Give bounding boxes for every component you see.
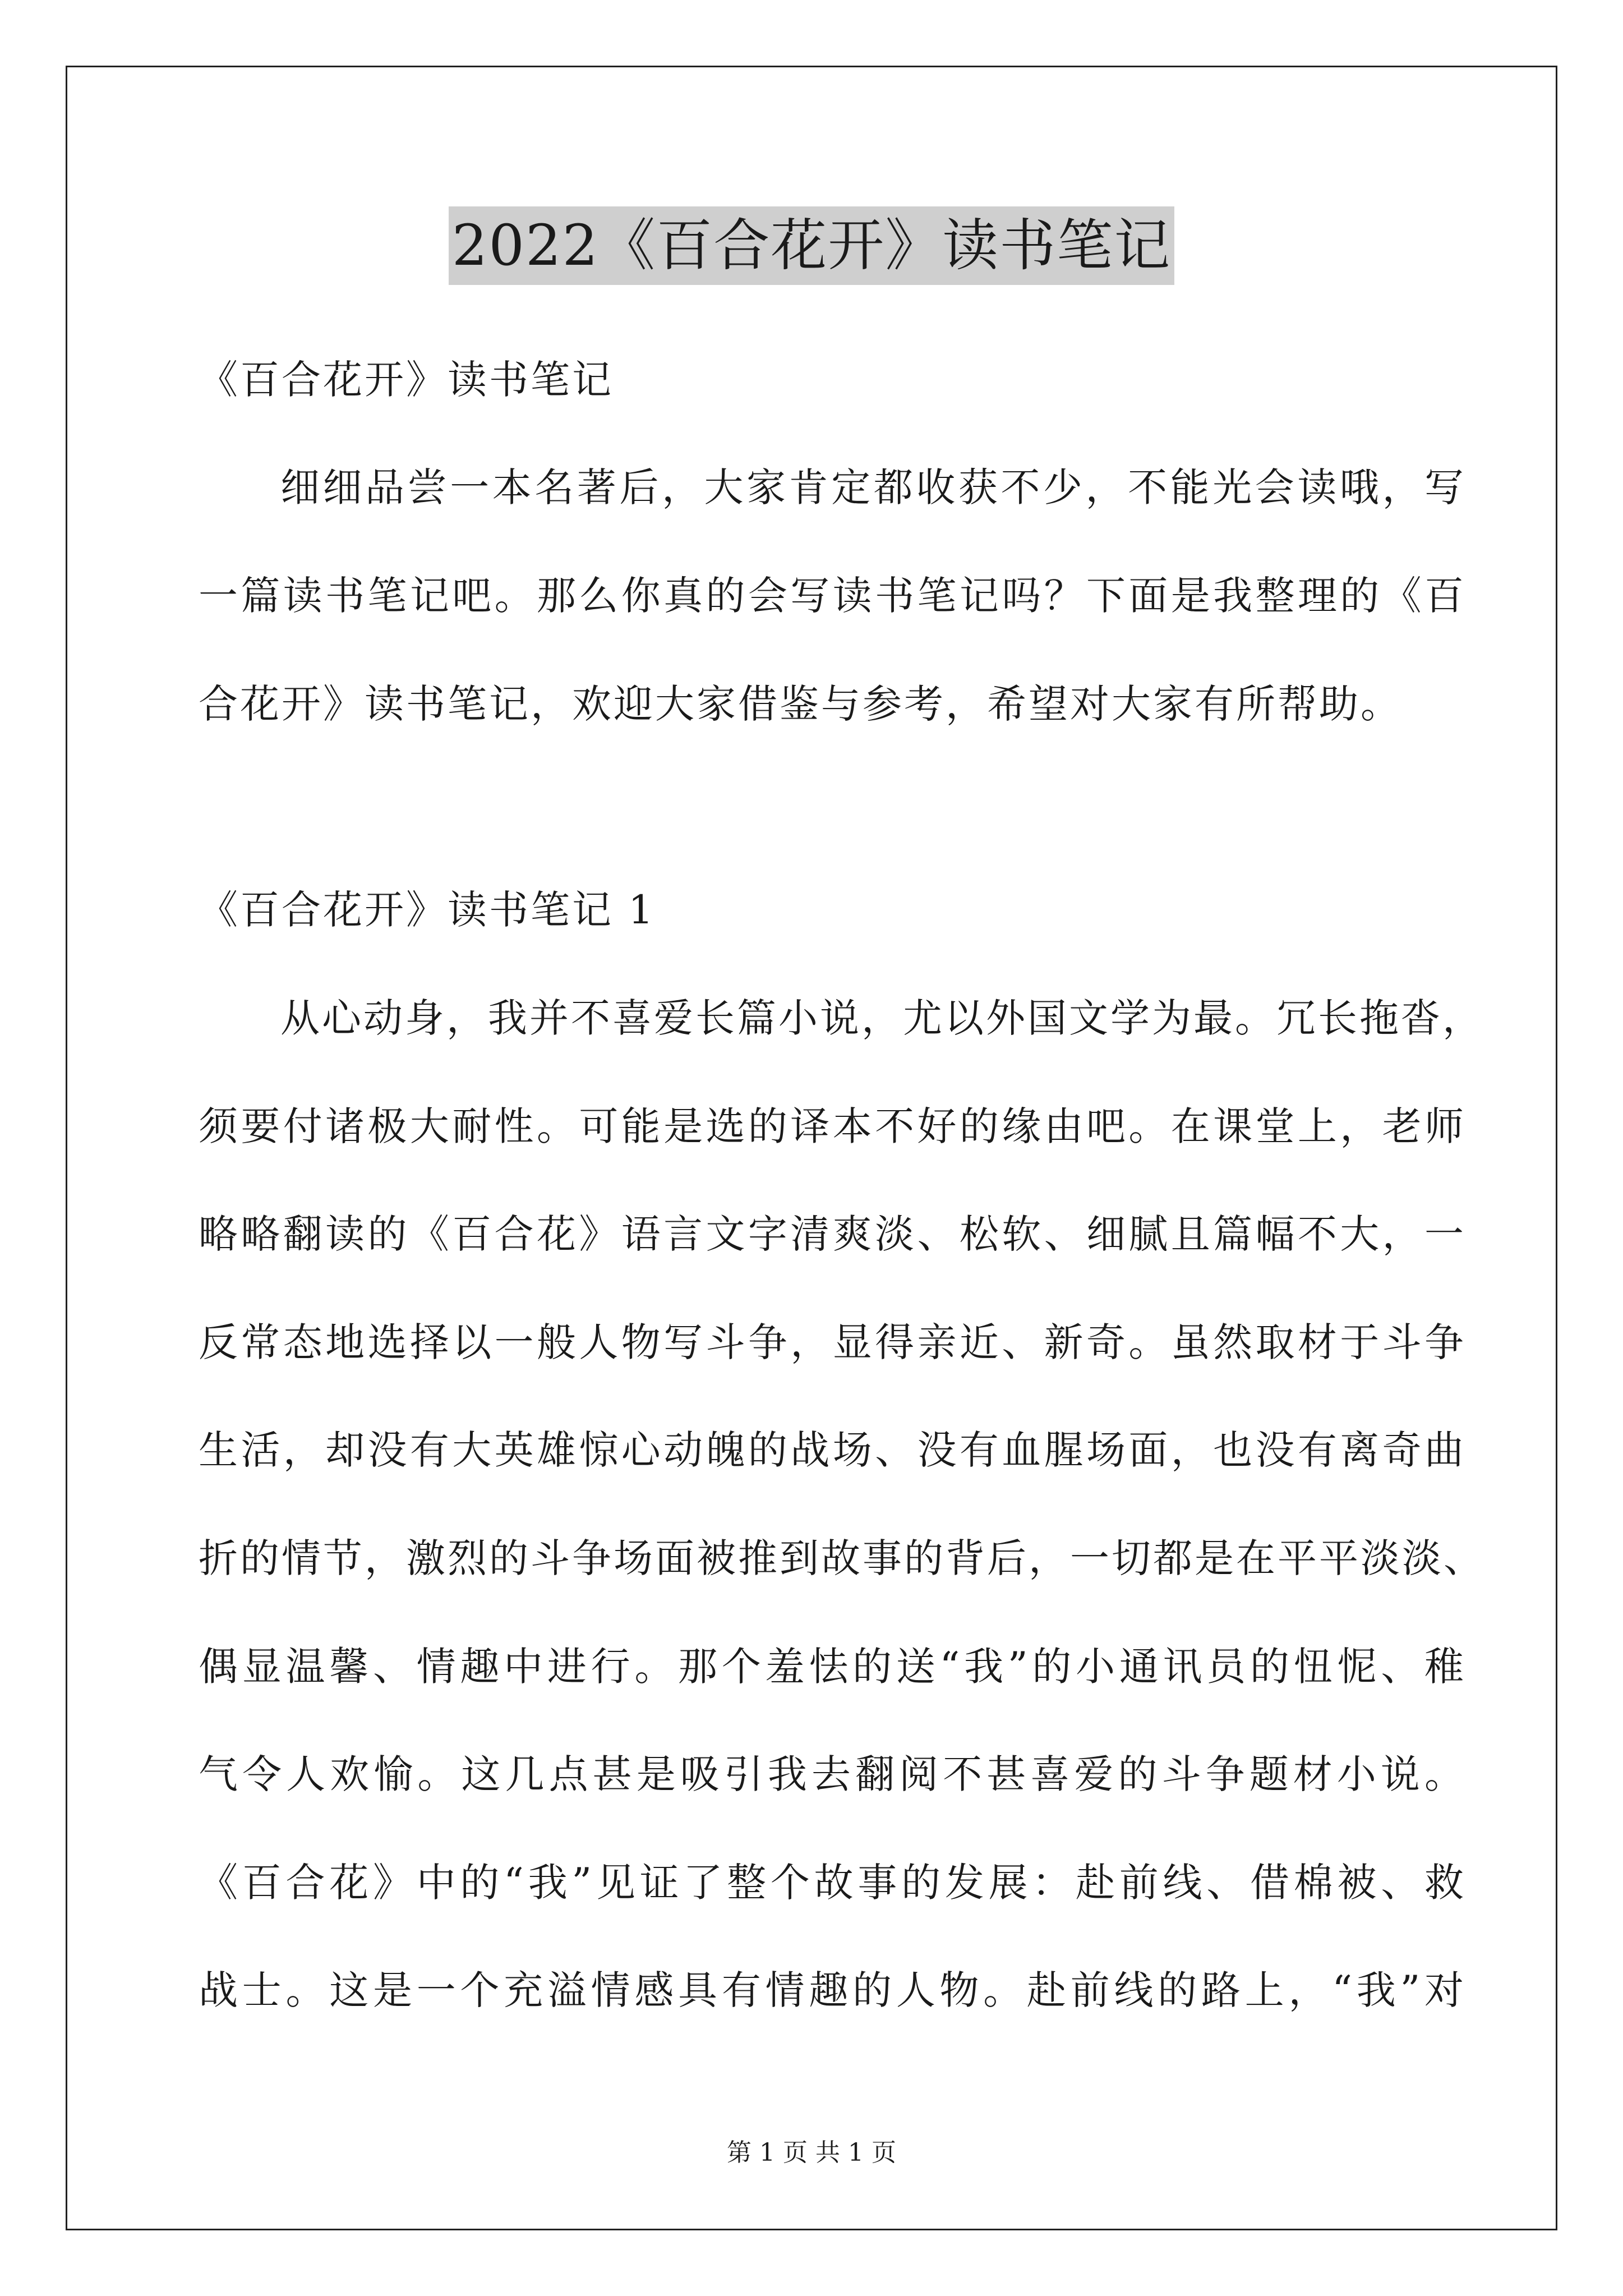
note1-line-9: 《百合花》中的“我”见证了整个故事的发展：赴前线、借棉被、救 <box>199 1860 1466 1906</box>
intro-line-1: 细细品尝一本名著后，大家肯定都收获不少，不能光会读哦，写 <box>280 464 1466 510</box>
note1-line-8: 气令人欢愉。这几点甚是吸引我去翻阅不甚喜爱的斗争题材小说。 <box>199 1751 1466 1797</box>
page-footer: 第 1 页 共 1 页 <box>727 2138 896 2167</box>
intro-line-2: 一篇读书笔记吧。那么你真的会写读书笔记吗？下面是我整理的《百 <box>199 573 1466 619</box>
note1-heading: 《百合花开》读书笔记 1 <box>199 887 656 933</box>
note1-line-6: 折的情节，激烈的斗争场面被推到故事的背后，一切都是在平平淡淡、 <box>199 1535 1485 1581</box>
note1-line-4: 反常态地选择以一般人物写斗争，显得亲近、新奇。虽然取材于斗争 <box>199 1319 1466 1365</box>
note1-line-10: 战士。这是一个充溢情感具有情趣的人物。赴前线的路上，“我”对 <box>199 1967 1466 2013</box>
note1-line-3: 略略翻读的《百合花》语言文字清爽淡、松软、细腻且篇幅不大，一 <box>199 1211 1466 1257</box>
note1-line-2: 须要付诸极大耐性。可能是选的译本不好的缘由吧。在课堂上，老师 <box>199 1103 1466 1149</box>
document-title: 2022《百合花开》读书笔记 <box>449 206 1175 285</box>
title-wrapper <box>0 206 1623 285</box>
note1-line-5: 生活，却没有大英雄惊心动魄的战场、没有血腥场面，也没有离奇曲 <box>199 1427 1466 1473</box>
note1-line-1: 从心动身，我并不喜爱长篇小说，尤以外国文学为最。冗长拖沓， <box>280 995 1484 1041</box>
note1-line-7: 偶显温馨、情趣中进行。那个羞怯的送“我”的小通讯员的忸怩、稚 <box>199 1644 1466 1690</box>
intro-line-3: 合花开》读书笔记，欢迎大家借鉴与参考，希望对大家有所帮助。 <box>199 681 1402 727</box>
section-heading: 《百合花开》读书笔记 <box>199 357 614 403</box>
